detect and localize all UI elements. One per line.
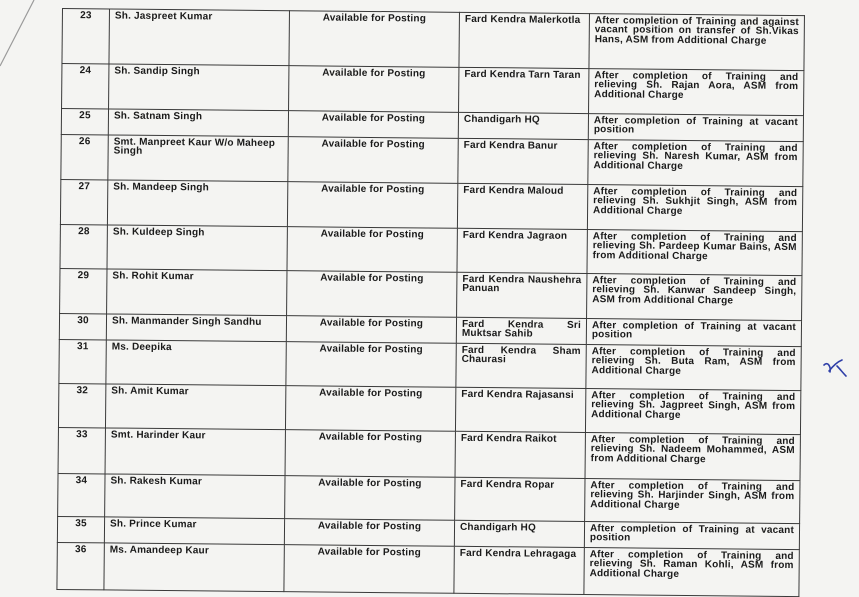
- remarks-cell: After completion of Training at vacant position: [586, 319, 801, 347]
- serial-number-cell: 31: [59, 339, 106, 383]
- officer-name-cell: Ms. Amandeep Kaur: [104, 543, 284, 592]
- serial-number-cell: 26: [61, 134, 108, 179]
- place-of-posting-cell: Fard Kendra Tarn Taran: [459, 67, 589, 113]
- posting-status-cell: Available for Posting: [286, 316, 456, 344]
- remarks-cell: After completion of Training and relieving Sh. Nadeem Mohammed, ASM from Additional Charge: [585, 433, 800, 481]
- serial-number-cell: 34: [58, 473, 105, 516]
- officer-name-cell: Sh. Satnam Singh: [108, 109, 288, 137]
- serial-number-cell: 23: [62, 9, 110, 64]
- posting-status-cell: Available for Posting: [287, 271, 457, 318]
- place-of-posting-cell: Fard Kendra Naushehra Panuan: [457, 272, 587, 318]
- table-row: [58, 427, 800, 480]
- table-row: [58, 383, 800, 434]
- table-row: [60, 268, 802, 320]
- serial-number-cell: 33: [58, 427, 105, 473]
- posting-status-cell: Available for Posting: [285, 386, 455, 432]
- posting-status-cell: Available for Posting: [285, 476, 455, 521]
- posting-status-cell: Available for Posting: [286, 342, 456, 388]
- place-of-posting-cell: Fard Kendra Maloud: [457, 183, 587, 229]
- serial-number-cell: 30: [59, 313, 106, 339]
- posting-status-cell: Available for Posting: [284, 545, 454, 594]
- table-row: [60, 224, 802, 275]
- table-row: [58, 473, 800, 523]
- table-row: [61, 134, 803, 186]
- place-of-posting-cell: Fard Kendra Raikot: [455, 431, 585, 478]
- remarks-cell: After completion of Training and relieving Sh. Jagpreet Singh, ASM from Additional Charge: [585, 389, 800, 435]
- remarks-cell: After completion of Training and relieving Sh. Sukhjit Singh, ASM from Additional Charge: [587, 185, 802, 232]
- serial-number-cell: 28: [60, 224, 107, 268]
- place-of-posting-cell: Fard Kendra Rajasansi: [455, 387, 585, 432]
- officer-name-cell: Ms. Deepika: [106, 340, 286, 386]
- serial-number-cell: 29: [60, 268, 107, 313]
- serial-number-cell: 32: [58, 383, 105, 427]
- remarks-cell: After completion of Training at vacant position: [588, 114, 803, 142]
- remarks-cell: After completion of Training and relieving Sh. Kanwar Sandeep Singh, ASM from Additional Charge: [587, 274, 802, 321]
- serial-number-cell: 24: [62, 64, 109, 109]
- table-row: [59, 339, 801, 390]
- place-of-posting-cell: Chandigarh HQ: [458, 112, 588, 139]
- posting-status-cell: Available for Posting: [287, 227, 457, 273]
- place-of-posting-cell: Fard Kendra Banur: [458, 138, 588, 184]
- place-of-posting-cell: Fard Kendra Sri Muktsar Sahib: [456, 317, 586, 344]
- remarks-cell: After completion of Training and against vacant position on transfer of Sh.Vikas Hans, ASM from Additional Charge: [589, 14, 805, 71]
- officer-name-cell: Sh. Kuldeep Singh: [107, 225, 287, 271]
- posting-status-cell: Available for Posting: [288, 137, 458, 184]
- remarks-cell: After completion of Training and relieving Sh. Pardeep Kumar Bains, ASM from Additional Charge: [587, 230, 802, 276]
- officer-name-cell: Sh. Amit Kumar: [105, 384, 285, 430]
- remarks-cell: After completion of Training and relieving Sh. Naresh Kumar, ASM from Additional Charge: [588, 140, 803, 187]
- remarks-cell: After completion of Training and relieving Sh. Raman Kohli, ASM from Additional Charge: [584, 548, 799, 597]
- remarks-cell: After completion of Training and relieving Sh. Rajan Aora, ASM from Additional Charge: [589, 69, 804, 116]
- serial-number-cell: 35: [57, 516, 104, 542]
- serial-number-cell: 25: [61, 109, 108, 135]
- officer-name-cell: Sh. Rohit Kumar: [107, 269, 287, 316]
- page-corner-fold-line: [0, 0, 40, 70]
- officer-name-cell: Sh. Mandeep Singh: [107, 180, 287, 227]
- table-row: [62, 64, 804, 116]
- posting-table-body: [57, 9, 805, 597]
- officer-name-cell: Sh. Rakesh Kumar: [105, 474, 285, 519]
- posting-status-cell: Available for Posting: [288, 111, 458, 139]
- posting-status-cell: Available for Posting: [284, 519, 454, 547]
- serial-number-cell: 36: [57, 542, 104, 589]
- place-of-posting-cell: Chandigarh HQ: [454, 520, 584, 547]
- remarks-cell: After completion of Training and relieving Sh. Harjinder Singh, ASM from Additional Charge: [585, 479, 800, 524]
- posting-status-cell: Available for Posting: [287, 182, 457, 229]
- table-row: [60, 179, 802, 231]
- remarks-cell: After completion of Training and relieving Sh. Buta Ram, ASM from Additional Charge: [586, 345, 801, 391]
- serial-number-cell: 27: [60, 179, 107, 224]
- place-of-posting-cell: Fard Kendra Lehragaga: [454, 546, 584, 594]
- posting-table: [56, 8, 805, 597]
- officer-name-cell: Sh. Manmander Singh Sandhu: [106, 314, 286, 342]
- officer-name-cell: Sh. Prince Kumar: [104, 517, 284, 545]
- officer-name-cell: Smt. Manpreet Kaur W/o Maheep Singh: [108, 135, 288, 182]
- table-row: [57, 542, 799, 596]
- place-of-posting-cell: Fard Kendra Jagraon: [457, 228, 587, 273]
- posting-status-cell: Available for Posting: [285, 430, 455, 478]
- remarks-cell: After completion of Training at vacant position: [584, 522, 799, 550]
- place-of-posting-cell: Fard Kendra Malerkotla: [459, 12, 590, 68]
- officer-name-cell: Smt. Harinder Kaur: [105, 428, 285, 476]
- posting-status-cell: Available for Posting: [289, 66, 459, 113]
- place-of-posting-cell: Fard Kendra Sham Chaurasi: [456, 343, 586, 388]
- officer-name-cell: Sh. Sandip Singh: [109, 64, 289, 111]
- posting-status-cell: Available for Posting: [289, 11, 460, 68]
- handwritten-tick-mark: [822, 357, 848, 379]
- table-row: [62, 9, 804, 71]
- place-of-posting-cell: Fard Kendra Ropar: [455, 477, 585, 521]
- officer-name-cell: Sh. Jaspreet Kumar: [109, 9, 290, 66]
